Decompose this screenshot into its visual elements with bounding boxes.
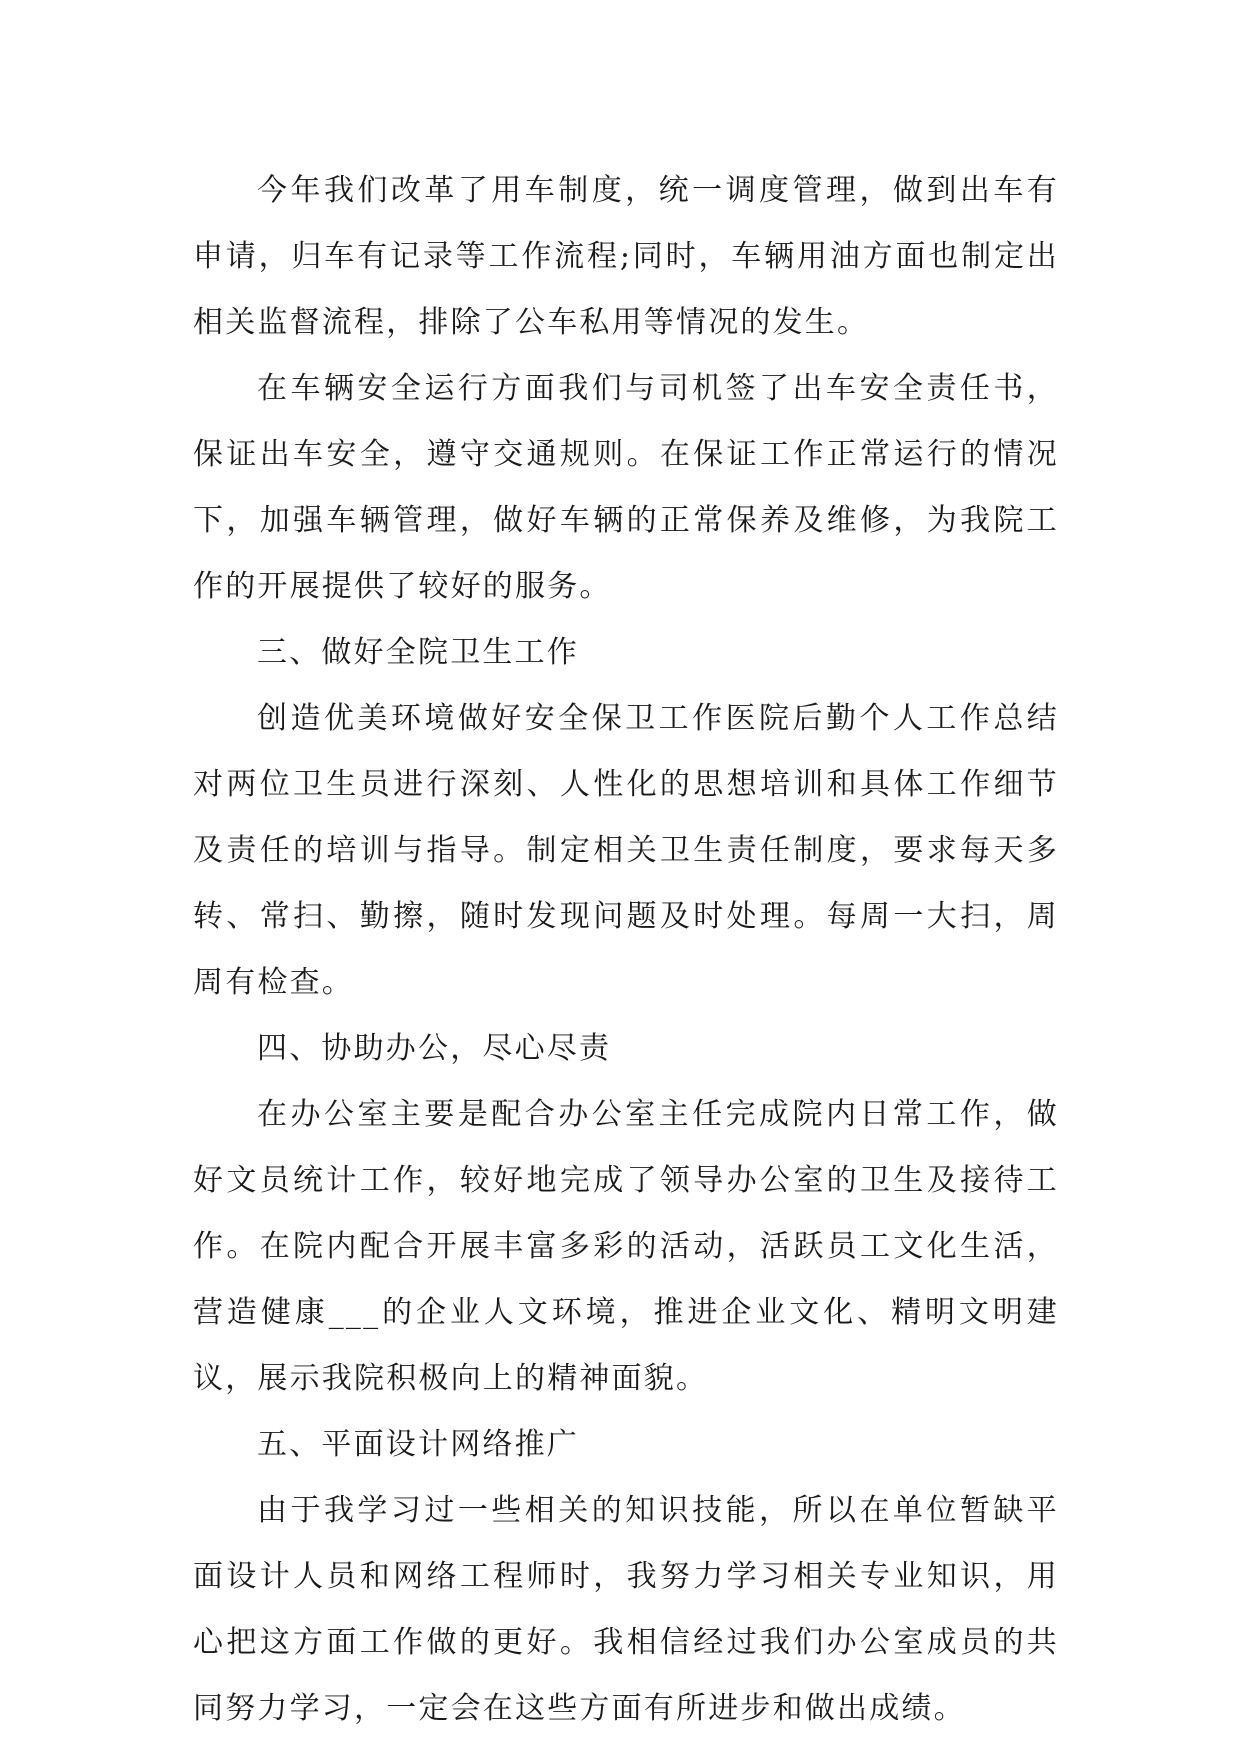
document-page xyxy=(193,158,1059,1742)
paragraph-design-network: 由于我学习过一些相关的知识技能，所以在单位暂缺平面设计人员和网络工程师时，我努力学习相关专业知识，用心把这方面工作做的更好。我相信经过我们办公室成员的共同努力学习，一定会在这些方面有所进步和做出成绩。 xyxy=(193,1493,1059,1726)
paragraph-office-assist: 在办公室主要是配合办公室主任完成院内日常工作，做好文员统计工作，较好地完成了领导办公室的卫生及接待工作。在院内配合开展丰富多彩的活动，活跃员工文化生活，营造健康___的企业人文环境，推进企业文化、精明文明建议，展示我院积极向上的精神面貌。 xyxy=(193,1097,1059,1396)
section-heading-hygiene: 三、做好全院卫生工作 xyxy=(257,635,579,670)
paragraph-vehicle-system: 今年我们改革了用车制度，统一调度管理，做到出车有申请，归车有记录等工作流程;同时，车辆用油方面也制定出相关监督流程，排除了公车私用等情况的发生。 xyxy=(193,173,1059,340)
paragraph-hygiene: 创造优美环境做好安全保卫工作医院后勤个人工作总结对两位卫生员进行深刻、人性化的思想培训和具体工作细节及责任的培训与指导。制定相关卫生责任制度，要求每天多转、常扫、勤擦，随时发现问题及时处理。每周一大扫，周周有检查。 xyxy=(193,701,1059,1000)
section-heading-design-network: 五、平面设计网络推广 xyxy=(257,1427,579,1462)
paragraph-vehicle-safety: 在车辆安全运行方面我们与司机签了出车安全责任书，保证出车安全，遵守交通规则。在保证工作正常运行的情况下，加强车辆管理，做好车辆的正常保养及维修，为我院工作的开展提供了较好的服务。 xyxy=(193,371,1059,604)
section-heading-office-assist: 四、协助办公，尽心尽责 xyxy=(257,1031,612,1066)
